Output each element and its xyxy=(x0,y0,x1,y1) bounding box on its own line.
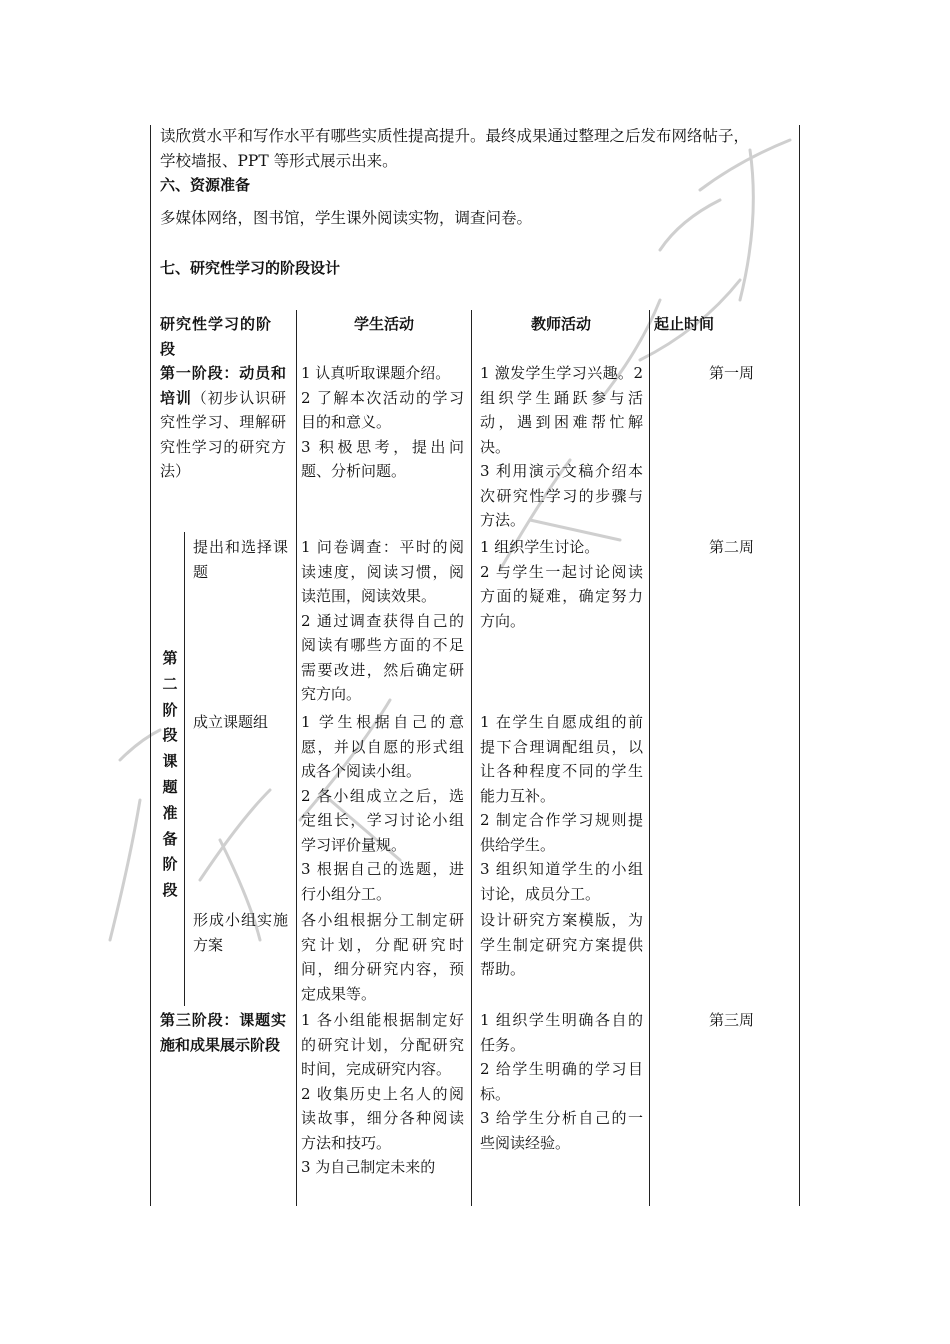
stage3-teacher xyxy=(480,1008,643,1155)
stage2-sub3-student-1: 各小组根据分工制定研究计划，分配研究时间，细分研究内容，预定成果等。 xyxy=(301,911,464,1003)
stage3-student-3: 3 为自己制定未来的 xyxy=(301,1158,436,1176)
stage2-sub3-teacher xyxy=(480,908,643,982)
stage1-student-2: 2 了解本次活动的学习目的和意义。 xyxy=(301,388,464,431)
stage3-teacher-2: 2 给学生明确的学习目标。 xyxy=(480,1060,643,1103)
stage2-vertical-char: 第 xyxy=(162,649,178,667)
stage2-sub2-student-3: 3 根据自己的选题，进行小组分工。 xyxy=(301,860,464,903)
stage2-sub2-name: 成立课题组 xyxy=(193,713,269,731)
col-divider-2 xyxy=(471,310,472,1206)
col-divider-sub xyxy=(184,532,185,1006)
stage2-sub2-student-1: 1 学生根据自己的意愿，并以自愿的形式组成各个阅读小组。 xyxy=(301,713,464,780)
stage2-sub1-student-2: 2 通过调查获得自己的阅读有哪些方面的不足需要改进，然后确定研究方向。 xyxy=(301,611,464,703)
stage2-vertical-char: 题 xyxy=(162,777,178,796)
stage2-sub2-student-2: 2 各小组成立之后，选定组长，学习讨论小组学习评价量规。 xyxy=(301,786,464,854)
section6-title: 六、资源准备 xyxy=(160,176,251,194)
stage2-vertical-char: 阶 xyxy=(162,700,178,719)
page-frame-left-border xyxy=(150,125,151,1206)
col-divider-1-full xyxy=(296,310,297,1206)
stage2-vertical-char: 二 xyxy=(162,674,178,693)
intro-line-1: 读欣赏水平和写作水平有哪些实质性提高提升。最终成果通过整理之后发布网络帖子， xyxy=(160,127,750,145)
stage1-name xyxy=(160,361,286,484)
stage1-student xyxy=(301,361,464,484)
stage1-teacher-1: 1 激发学生学习兴趣。2 组织学生踊跃参与活动，遇到困难帮忙解决。 xyxy=(480,364,643,456)
header-stage: 研究性学习的阶段 xyxy=(160,315,273,358)
stage2-vertical-char: 阶 xyxy=(162,855,178,874)
stage2-sub1-name: 提出和选择课题 xyxy=(193,538,288,581)
stage3-time: 第三周 xyxy=(709,1011,755,1029)
stage1-name-bold: 第一阶段：动员和培训 xyxy=(160,364,286,407)
stage2-time: 第二周 xyxy=(709,538,755,556)
stage2-sub1-teacher-2: 2 与学生一起讨论阅读方面的疑难，确定努力方向。 xyxy=(480,562,643,630)
stage3-teacher-1: 1 组织学生明确各自的任务。 xyxy=(480,1011,643,1054)
intro-line-2: 学校墙报、PPT 等形式展示出来。 xyxy=(160,151,398,170)
stage1-student-1: 1 认真听取课题介绍。 xyxy=(301,364,451,382)
stage3-student-2: 2 收集历史上名人的阅读故事，细分各种阅读方法和技巧。 xyxy=(301,1084,464,1152)
stage2-sub2-student xyxy=(301,710,464,906)
stage2-sub1-teacher-1: 1 组织学生讨论。 xyxy=(480,538,600,556)
stage2-vertical-char: 段 xyxy=(162,726,178,745)
stage3-student xyxy=(301,1008,464,1180)
col-divider-3 xyxy=(649,310,650,1206)
stage1-student-3: 3 积极思考，提出问题、分析问题。 xyxy=(301,437,464,480)
stage3-student-1: 1 各小组能根据制定好的研究计划，分配研究时间，完成研究内容。 xyxy=(301,1011,464,1078)
stage2-vertical-char: 段 xyxy=(162,881,178,900)
header-student: 学生活动 xyxy=(353,315,414,333)
stage1-teacher xyxy=(480,361,643,533)
stage2-vertical-name xyxy=(160,646,180,904)
stage2-sub2-teacher xyxy=(480,710,643,906)
stage2-vertical-char: 准 xyxy=(162,803,178,822)
stage2-sub2-teacher-2: 2 制定合作学习规则提供给学生。 xyxy=(480,811,643,854)
header-time: 起止时间 xyxy=(654,315,715,333)
stage3-teacher-3: 3 给学生分析自己的一些阅读经验。 xyxy=(480,1109,643,1152)
header-teacher: 教师活动 xyxy=(530,315,591,333)
stage3-name: 第三阶段：课题实施和成果展示阶段 xyxy=(160,1011,286,1054)
stage1-teacher-2: 3 利用演示文稿介绍本次研究性学习的步骤与方法。 xyxy=(480,462,643,529)
section7-title: 七、研究性学习的阶段设计 xyxy=(160,259,341,277)
document-body xyxy=(160,124,792,281)
stage2-sub3-name: 形成小组实施方案 xyxy=(193,911,288,954)
stage2-sub3-teacher-1: 设计研究方案模版，为学生制定研究方案提供帮助。 xyxy=(480,911,643,978)
stage2-sub1-student-1: 1 问卷调查：平时的阅读速度，阅读习惯，阅读范围，阅读效果。 xyxy=(301,538,464,605)
stage2-vertical-char: 课 xyxy=(162,752,178,771)
section6-body: 多媒体网络，图书馆，学生课外阅读实物，调查问卷。 xyxy=(160,208,533,227)
stage1-name-rest: （初步认识研究性学习、理解研究性学习的研究方法） xyxy=(160,388,286,480)
stage-design-table xyxy=(160,310,800,1206)
stage2-sub2-teacher-1: 1 在学生自愿成组的前提下合理调配组员，以让各种程度不同的学生能力互补。 xyxy=(480,713,643,805)
stage2-vertical-char: 备 xyxy=(162,829,178,848)
stage2-sub2-teacher-3: 3 组织知道学生的小组讨论，成员分工。 xyxy=(480,860,643,903)
stage1-time: 第一周 xyxy=(709,364,755,382)
stage2-sub1-student xyxy=(301,535,464,707)
stage2-sub3-student xyxy=(301,908,464,1006)
stage2-sub1-teacher xyxy=(480,535,643,633)
